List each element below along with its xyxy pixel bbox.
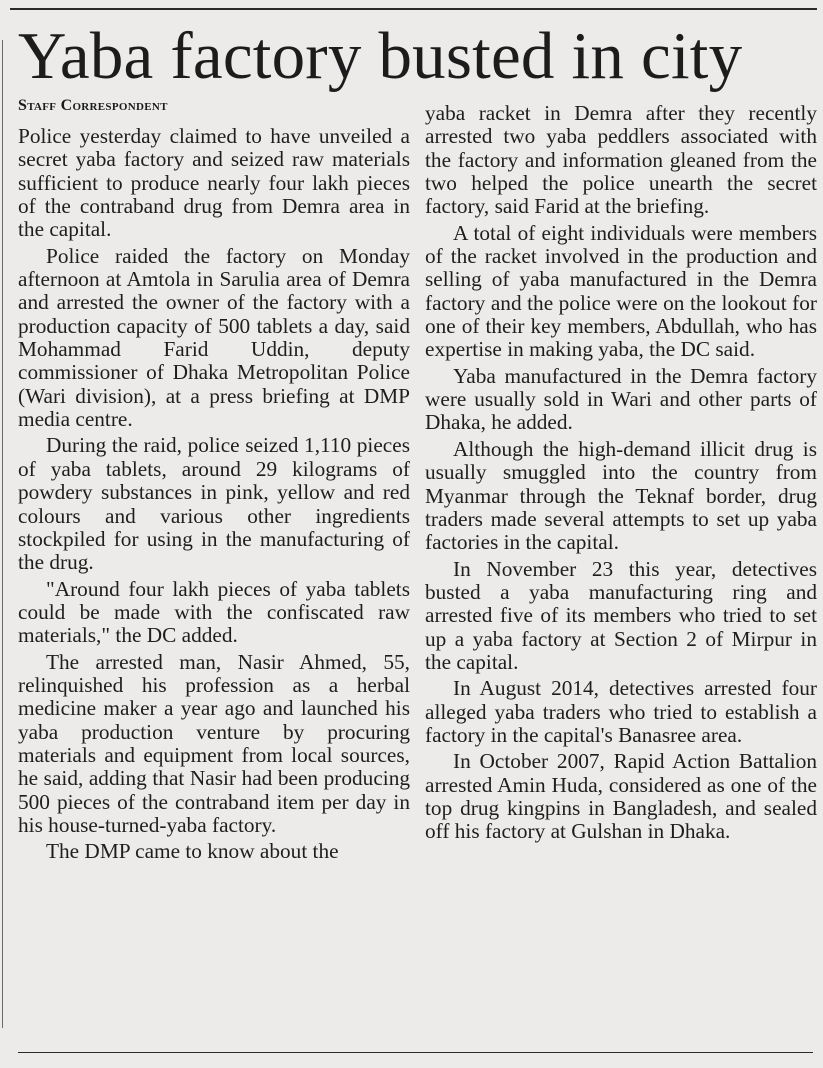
top-rule	[10, 8, 817, 10]
paragraph: In October 2007, Rapid Action Battalion arrested Amin Huda, considered as one of the top drug kingpins in Bangladesh, and sealed off his factory at Gulshan in Dhaka.	[425, 749, 817, 844]
paragraph: A total of eight individuals were members of the racket involved in the production and selling of yaba manufactured in the Demra factory and the police were on the lookout for one of their key members, Abdullah, who has expertise in making yaba, the DC said.	[425, 220, 817, 362]
paragraph: The arrested man, Nasir Ahmed, 55, relinquished his profession as a herbal medicine maker a year ago and launched his yaba production venture by procuring materials and equipment from local sources, he said, adding that Nasir had been producing 500 pieces of the contraband item per day in his house-turned-yaba factory.	[18, 649, 410, 837]
byline-text: Staff Correspondent	[18, 97, 168, 114]
paragraph: Police raided the factory on Monday afternoon at Amtola in Sarulia area of Demra and arrested the owner of the factory with a production capacity of 500 tablets a day, said Mohammad Farid Uddin, deputy commissioner of Dhaka Metropolitan Police (Wari division), at a press briefing at DMP media centre.	[18, 243, 410, 432]
paragraph: Police yesterday claimed to have unveiled a secret yaba factory and seized raw materials sufficient to produce nearly four lakh pieces of the contraband drug from Demra area in the capital.	[18, 124, 410, 242]
paragraph: Yaba manufactured in the Demra factory were usually sold in Wari and other parts of Dhaka, he added.	[425, 363, 817, 435]
paragraph: Although the high-demand illicit drug is usually smuggled into the country from Myanmar through the Teknaf border, drug traders made several attempts to set up yaba factories in the capital.	[425, 436, 817, 555]
right-column	[425, 102, 817, 844]
paragraph: During the raid, police seized 1,110 pieces of yaba tablets, around 29 kilograms of powdery substances in pink, yellow and red colours and various other ingredients stockpiled for using in the manufacturing of the drug.	[18, 433, 410, 575]
byline	[18, 96, 410, 116]
paragraph: The DMP came to know about the	[46, 839, 339, 864]
paragraph: In August 2014, detectives arrested four alleged yaba traders who tried to establish a factory in the capital's Banasree area.	[425, 676, 817, 747]
headline: Yaba factory busted in city	[18, 19, 743, 93]
paragraph: In November 23 this year, detectives busted a yaba manufacturing ring and arrested five of its members who tried to set up a yaba factory at Section 2 of Mirpur in the capital.	[425, 556, 817, 674]
left-edge-rule	[2, 40, 3, 1028]
paragraph: yaba racket in Demra after they recently arrested two yaba peddlers associated with the factory and information gleaned from the two helped the police unearth the secret factory, said Farid at the briefing.	[425, 101, 817, 219]
paragraph: "Around four lakh pieces of yaba tablets could be made with the confiscated raw materials," the DC added.	[18, 576, 410, 648]
bottom-rule	[18, 1052, 813, 1053]
left-column	[18, 96, 410, 864]
